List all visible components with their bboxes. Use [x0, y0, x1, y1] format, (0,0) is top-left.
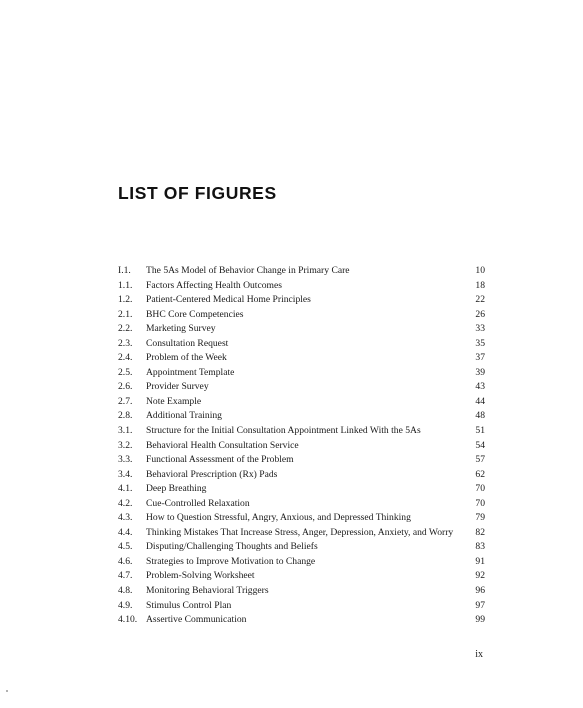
figure-title: Assertive Communication	[146, 614, 247, 626]
figure-title: Additional Training	[146, 410, 222, 422]
figure-entry	[118, 351, 485, 366]
figure-title: Behavioral Health Consultation Service	[146, 439, 299, 451]
figure-list	[118, 264, 485, 628]
figure-page-number: 70	[475, 483, 485, 495]
figure-title: Behavioral Prescription (Rx) Pads	[146, 468, 278, 480]
figure-page-number: 48	[475, 410, 485, 422]
figure-number: 2.7.	[118, 395, 133, 407]
figure-number: 3.3.	[118, 454, 133, 466]
figure-entry	[118, 468, 485, 483]
figure-entry	[118, 409, 485, 424]
figure-number: 1.1.	[118, 279, 133, 291]
figure-page-number: 18	[475, 279, 485, 291]
figure-title: Thinking Mistakes That Increase Stress, Anger, Depression, Anxiety, and Worry	[146, 526, 454, 538]
figure-entry	[118, 613, 485, 628]
figure-page-number: 57	[475, 454, 485, 466]
figure-title: Problem-Solving Worksheet	[146, 570, 255, 582]
figure-entry	[118, 526, 485, 541]
figure-title: Problem of the Week	[146, 352, 227, 364]
figure-page-number: 26	[475, 308, 485, 320]
figure-page-number: 83	[475, 541, 485, 553]
figure-number: 2.1.	[118, 308, 133, 320]
figure-title: Consultation Request	[146, 337, 229, 349]
figure-page-number: 96	[475, 585, 485, 597]
figure-entry	[118, 366, 485, 381]
figure-number: 2.3.	[118, 337, 133, 349]
figure-number: I.1.	[118, 265, 131, 276]
figure-number: 2.2.	[118, 323, 133, 335]
figure-number: 4.9.	[118, 599, 133, 611]
figure-title: Provider Survey	[146, 381, 209, 393]
figure-entry	[118, 453, 485, 468]
figure-page-number: 82	[475, 526, 485, 538]
figure-number: 4.4.	[118, 526, 133, 538]
figure-title: Factors Affecting Health Outcomes	[146, 279, 282, 291]
figure-entry	[118, 380, 485, 395]
figure-entry	[118, 337, 485, 352]
figure-page-number: 22	[475, 294, 485, 306]
figure-page-number: 33	[475, 323, 485, 335]
figure-page-number: 92	[475, 570, 485, 582]
figure-entry	[118, 482, 485, 497]
page-heading: LIST OF FIGURES	[118, 183, 277, 203]
figure-title: How to Question Stressful, Angry, Anxious, and Depressed Thinking	[146, 512, 411, 524]
figure-entry	[118, 264, 485, 279]
figure-title: Note Example	[146, 395, 202, 407]
figure-entry	[118, 497, 485, 512]
figure-number: 4.2.	[118, 497, 133, 509]
figure-page-number: 44	[475, 395, 485, 407]
figure-number: 2.4.	[118, 352, 133, 364]
figure-number: 4.3.	[118, 512, 133, 524]
figure-page-number: 62	[475, 468, 485, 480]
figure-number: 3.1.	[118, 425, 133, 437]
figure-entry	[118, 322, 485, 337]
figure-title: Strategies to Improve Motivation to Change	[146, 555, 316, 567]
figure-page-number: 43	[475, 381, 485, 393]
figure-entry	[118, 395, 485, 410]
figure-page-number: 37	[475, 352, 485, 364]
figure-title: Functional Assessment of the Problem	[146, 454, 294, 466]
figure-page-number: 10	[475, 265, 485, 276]
figure-title: Stimulus Control Plan	[146, 599, 232, 611]
figure-page-number: 79	[475, 512, 485, 524]
figure-entry	[118, 555, 485, 570]
figure-page-number: 91	[475, 555, 485, 567]
figure-entry	[118, 599, 485, 614]
figure-page-number: 97	[475, 599, 485, 611]
figure-title: Cue-Controlled Relaxation	[146, 497, 250, 509]
figure-number: 3.4.	[118, 468, 133, 480]
figure-title: BHC Core Competencies	[146, 308, 244, 320]
figure-page-number: 99	[475, 614, 485, 626]
figure-entry	[118, 584, 485, 599]
figure-number: 4.6.	[118, 555, 133, 567]
figure-number: 4.1.	[118, 483, 133, 495]
figure-number: 2.5.	[118, 366, 133, 378]
figure-entry	[118, 308, 485, 323]
figure-number: 2.6.	[118, 381, 133, 393]
figure-entry	[118, 540, 485, 555]
figure-number: 4.10.	[118, 614, 138, 626]
figure-title: The 5As Model of Behavior Change in Primary Care	[146, 265, 350, 276]
figure-number: 2.8.	[118, 410, 133, 422]
figure-page-number: 39	[475, 366, 485, 378]
figure-number: 4.5.	[118, 541, 133, 553]
figure-entry	[118, 293, 485, 308]
figure-number: 3.2.	[118, 439, 133, 451]
figure-page-number: 54	[475, 439, 485, 451]
figure-title: Structure for the Initial Consultation Appointment Linked With the 5As	[146, 425, 421, 437]
figure-entry	[118, 569, 485, 584]
figure-title: Patient-Centered Medical Home Principles	[146, 294, 311, 306]
figure-page-number: 70	[475, 497, 485, 509]
figure-page-number: 35	[475, 337, 485, 349]
figure-number: 4.8.	[118, 585, 133, 597]
figure-title: Disputing/Challenging Thoughts and Beliefs	[146, 541, 318, 553]
figure-number: 1.2.	[118, 294, 133, 306]
figure-title: Monitoring Behavioral Triggers	[146, 585, 269, 597]
figure-page-number: 51	[475, 425, 485, 437]
figure-title: Marketing Survey	[146, 323, 216, 335]
figure-entry	[118, 511, 485, 526]
page-folio: ix	[475, 649, 483, 660]
figure-title: Deep Breathing	[146, 483, 207, 495]
scan-speck	[6, 690, 8, 692]
figure-entry	[118, 424, 485, 439]
figure-number: 4.7.	[118, 570, 133, 582]
figure-entry	[118, 279, 485, 294]
figure-entry	[118, 439, 485, 454]
figure-title: Appointment Template	[146, 366, 235, 378]
